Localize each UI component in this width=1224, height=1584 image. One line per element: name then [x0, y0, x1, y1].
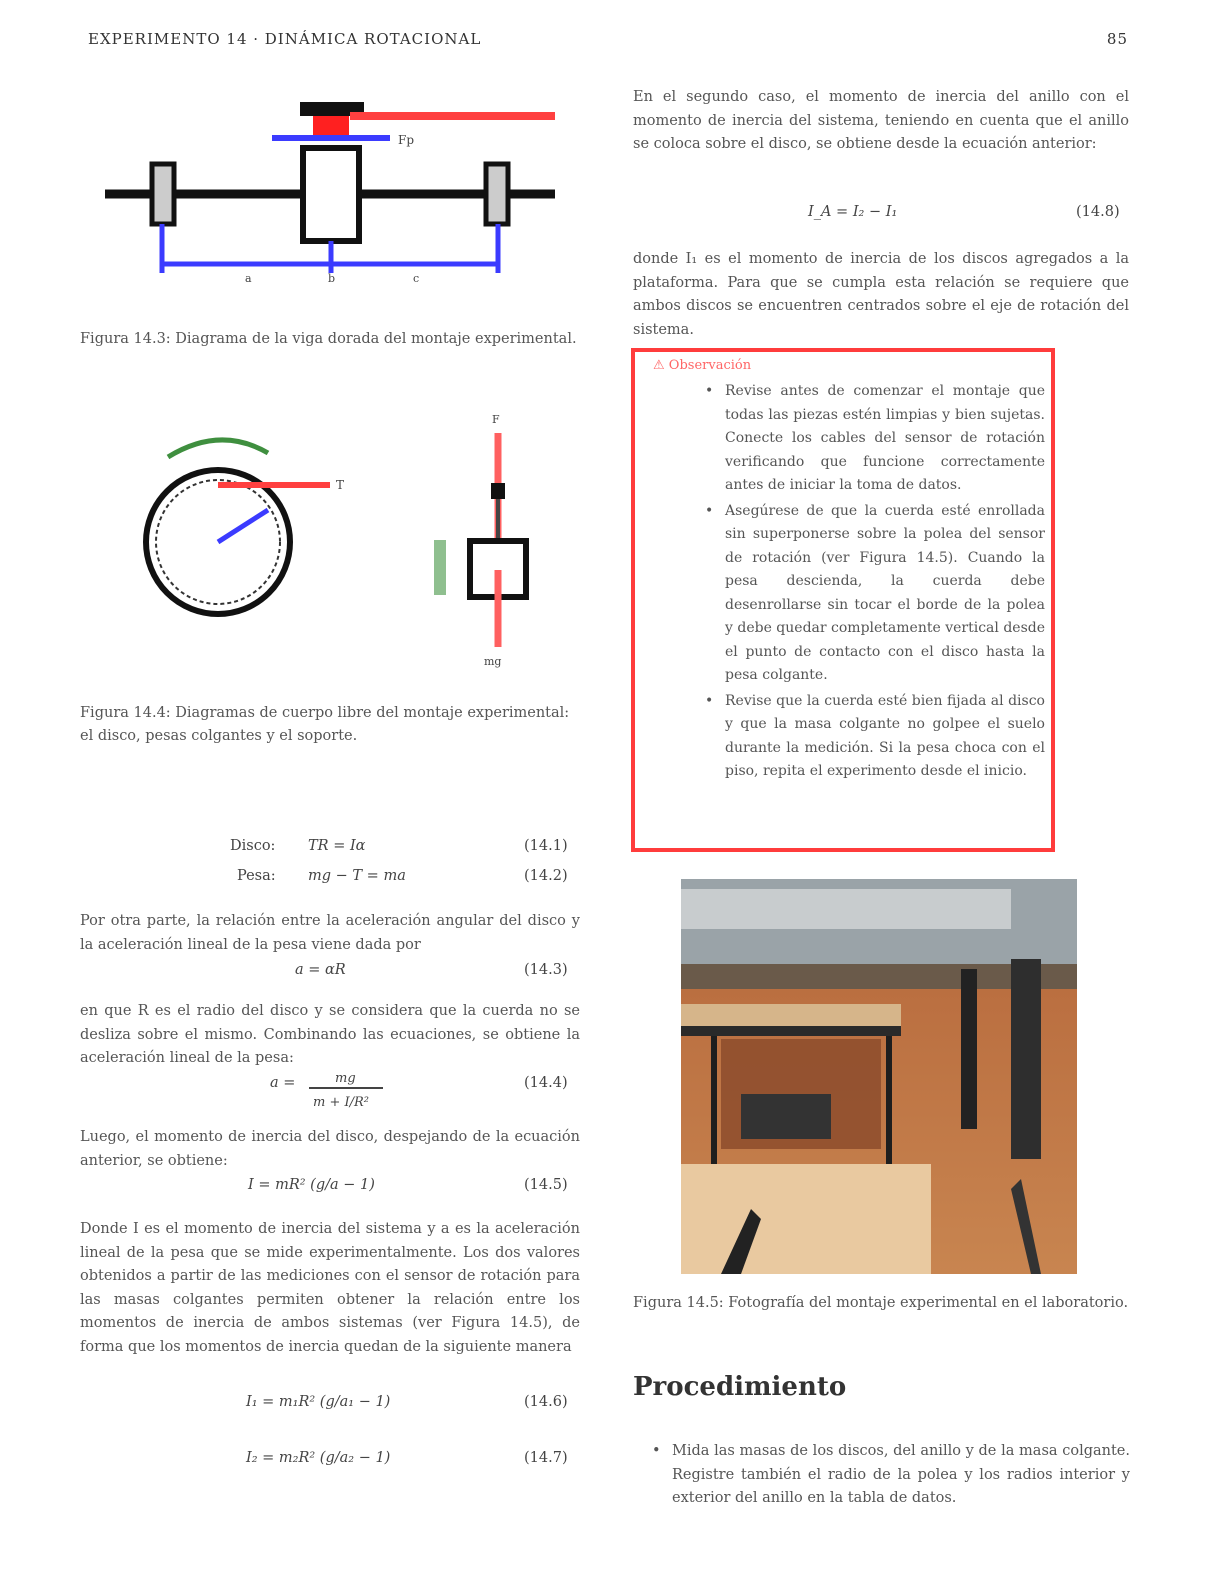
note-item: • Asegúrese de que la cuerda esté enrollada sin superponerse sobre la polea del sensor de rotación (ver Figura 14.5). Cuando la pesa descienda, la cuerda debe desenrollarse sin tocar el borde de la polea y debe quedar completamente vertical desde el punto de contacto con el disco hasta la pesa colgante. — [705, 500, 1045, 688]
running-header: EXPERIMENTO 14 · DINÁMICA ROTACIONAL — [88, 30, 482, 48]
eq1-rhs: TR = Iα — [308, 838, 366, 854]
eq5: I = mR² (g/a − 1) — [248, 1177, 375, 1193]
highlighted-note-box — [631, 348, 1055, 852]
page-number: 85 — [1106, 30, 1128, 48]
eq7-number: (14.7) — [524, 1450, 568, 1466]
figure-free-body-diagrams — [120, 405, 560, 675]
radius-line — [218, 510, 268, 542]
svg-text:mg: mg — [335, 1071, 356, 1086]
svg-text:c: c — [413, 272, 420, 285]
foreground-table — [681, 1164, 931, 1274]
svg-text:a: a — [245, 272, 252, 285]
right-paragraph-mid: donde I₁ es el momento de inercia de los discos agregados a la plataforma. Para que se cumpla esta relación se requiere que ambos discos se encuentren centrados sobre el eje de rotación del sistema. — [633, 251, 1129, 338]
acceleration-bar — [434, 540, 446, 595]
right-support — [486, 164, 508, 224]
note-list — [705, 380, 1045, 786]
rotation-arrow — [168, 440, 268, 457]
eq2-rhs: mg − T = ma — [308, 868, 406, 884]
eq2-lhs: Pesa: — [237, 868, 276, 884]
eq6: I₁ = m₁R² (g/a₁ − 1) — [246, 1394, 391, 1410]
figure-1-caption: Figura 14.3: Diagrama de la viga dorada del montaje experimental. — [80, 331, 577, 347]
eq8-number: (14.8) — [1076, 204, 1120, 220]
note-item: • Revise antes de comenzar el montaje que todas las piezas estén limpias y bien sujetas. Conecte los cables del sensor de rotación verificando que funcione correctamente antes de iniciar la toma de datos. — [705, 380, 1045, 498]
figure-3-caption: Figura 14.5: Fotografía del montaje experimental en el laboratorio. — [633, 1295, 1129, 1311]
note-title: ⚠ Observación — [653, 358, 752, 373]
svg-text:m + I/R²: m + I/R² — [313, 1095, 369, 1110]
eq8: I_A = I₂ − I₁ — [808, 204, 898, 220]
figure-2-caption: Figura 14.4: Diagramas de cuerpo libre del montaje experimental: el disco, pesas colgantes y el soporte. — [80, 705, 570, 744]
right-paragraph-top: En el segundo caso, el momento de inercia del anillo con el momento de inercia del sistema, teniendo en cuenta que el anillo se coloca sobre el disco, se obtiene desde la ecuación anterior: — [633, 89, 1129, 152]
eq6-number: (14.6) — [524, 1394, 568, 1410]
svg-text:mg: mg — [484, 655, 502, 668]
eq1-number: (14.1) — [524, 838, 568, 854]
eq1-lhs: Disco: — [230, 838, 276, 854]
equipment-box — [741, 1094, 831, 1139]
list-item: • Mida las masas de los discos, del anillo y de la masa colgante. Registre también el radio de la polea y los radios interior y exterior del anillo en la tabla de datos. — [652, 1440, 1130, 1511]
eq5-number: (14.5) — [524, 1177, 568, 1193]
section-title: Procedimiento — [633, 1372, 847, 1402]
eq3-number: (14.3) — [524, 962, 568, 978]
center-block — [303, 148, 359, 241]
svg-text:Fp: Fp — [398, 133, 415, 147]
eq4-fraction — [305, 1068, 387, 1114]
paragraph-4: Donde I es el momento de inercia del sistema y a es la aceleración lineal de la pesa que se mide experimentalmente. Los dos valores obtenidos a partir de las mediciones con el sensor de rotación para las masas colgantes permiten obtener la relación entre los momentos de inercia de ambos sistemas (ver Figura 14.5), de forma que los momentos de inercia quedan de la siguiente manera — [80, 1221, 580, 1355]
lab-photo — [681, 879, 1077, 1274]
svg-text:b: b — [328, 272, 336, 285]
procedure-list — [652, 1440, 1130, 1511]
left-support — [152, 164, 174, 224]
bench-top — [681, 1004, 901, 1026]
eq4-lhs: a = — [270, 1075, 296, 1091]
svg-text:F: F — [492, 413, 500, 426]
eq2-number: (14.2) — [524, 868, 568, 884]
paragraph-3: Luego, el momento de inercia del disco, despejando de la ecuación anterior, se obtiene: — [80, 1129, 580, 1169]
eq7: I₂ = m₂R² (g/a₂ − 1) — [246, 1450, 391, 1466]
figure-beam-diagram — [100, 98, 570, 298]
note-item: • Revise que la cuerda esté bien fijada al disco y que la masa colgante no golpee el suelo durante la medición. Si la pesa choca con el piso, repita el experimento desde el inicio. — [705, 690, 1045, 784]
eq4-number: (14.4) — [524, 1075, 568, 1091]
red-marker — [313, 116, 349, 136]
eq3: a = αR — [295, 962, 346, 978]
svg-text:T: T — [336, 478, 345, 492]
paragraph-2: en que R es el radio del disco y se considera que la cuerda no se desliza sobre el mismo. Combinando las ecuaciones, se obtiene la aceleración lineal de la pesa: — [80, 1003, 580, 1066]
paragraph-1: Por otra parte, la relación entre la aceleración angular del disco y la aceleración lineal de la pesa viene dada por — [80, 913, 580, 953]
